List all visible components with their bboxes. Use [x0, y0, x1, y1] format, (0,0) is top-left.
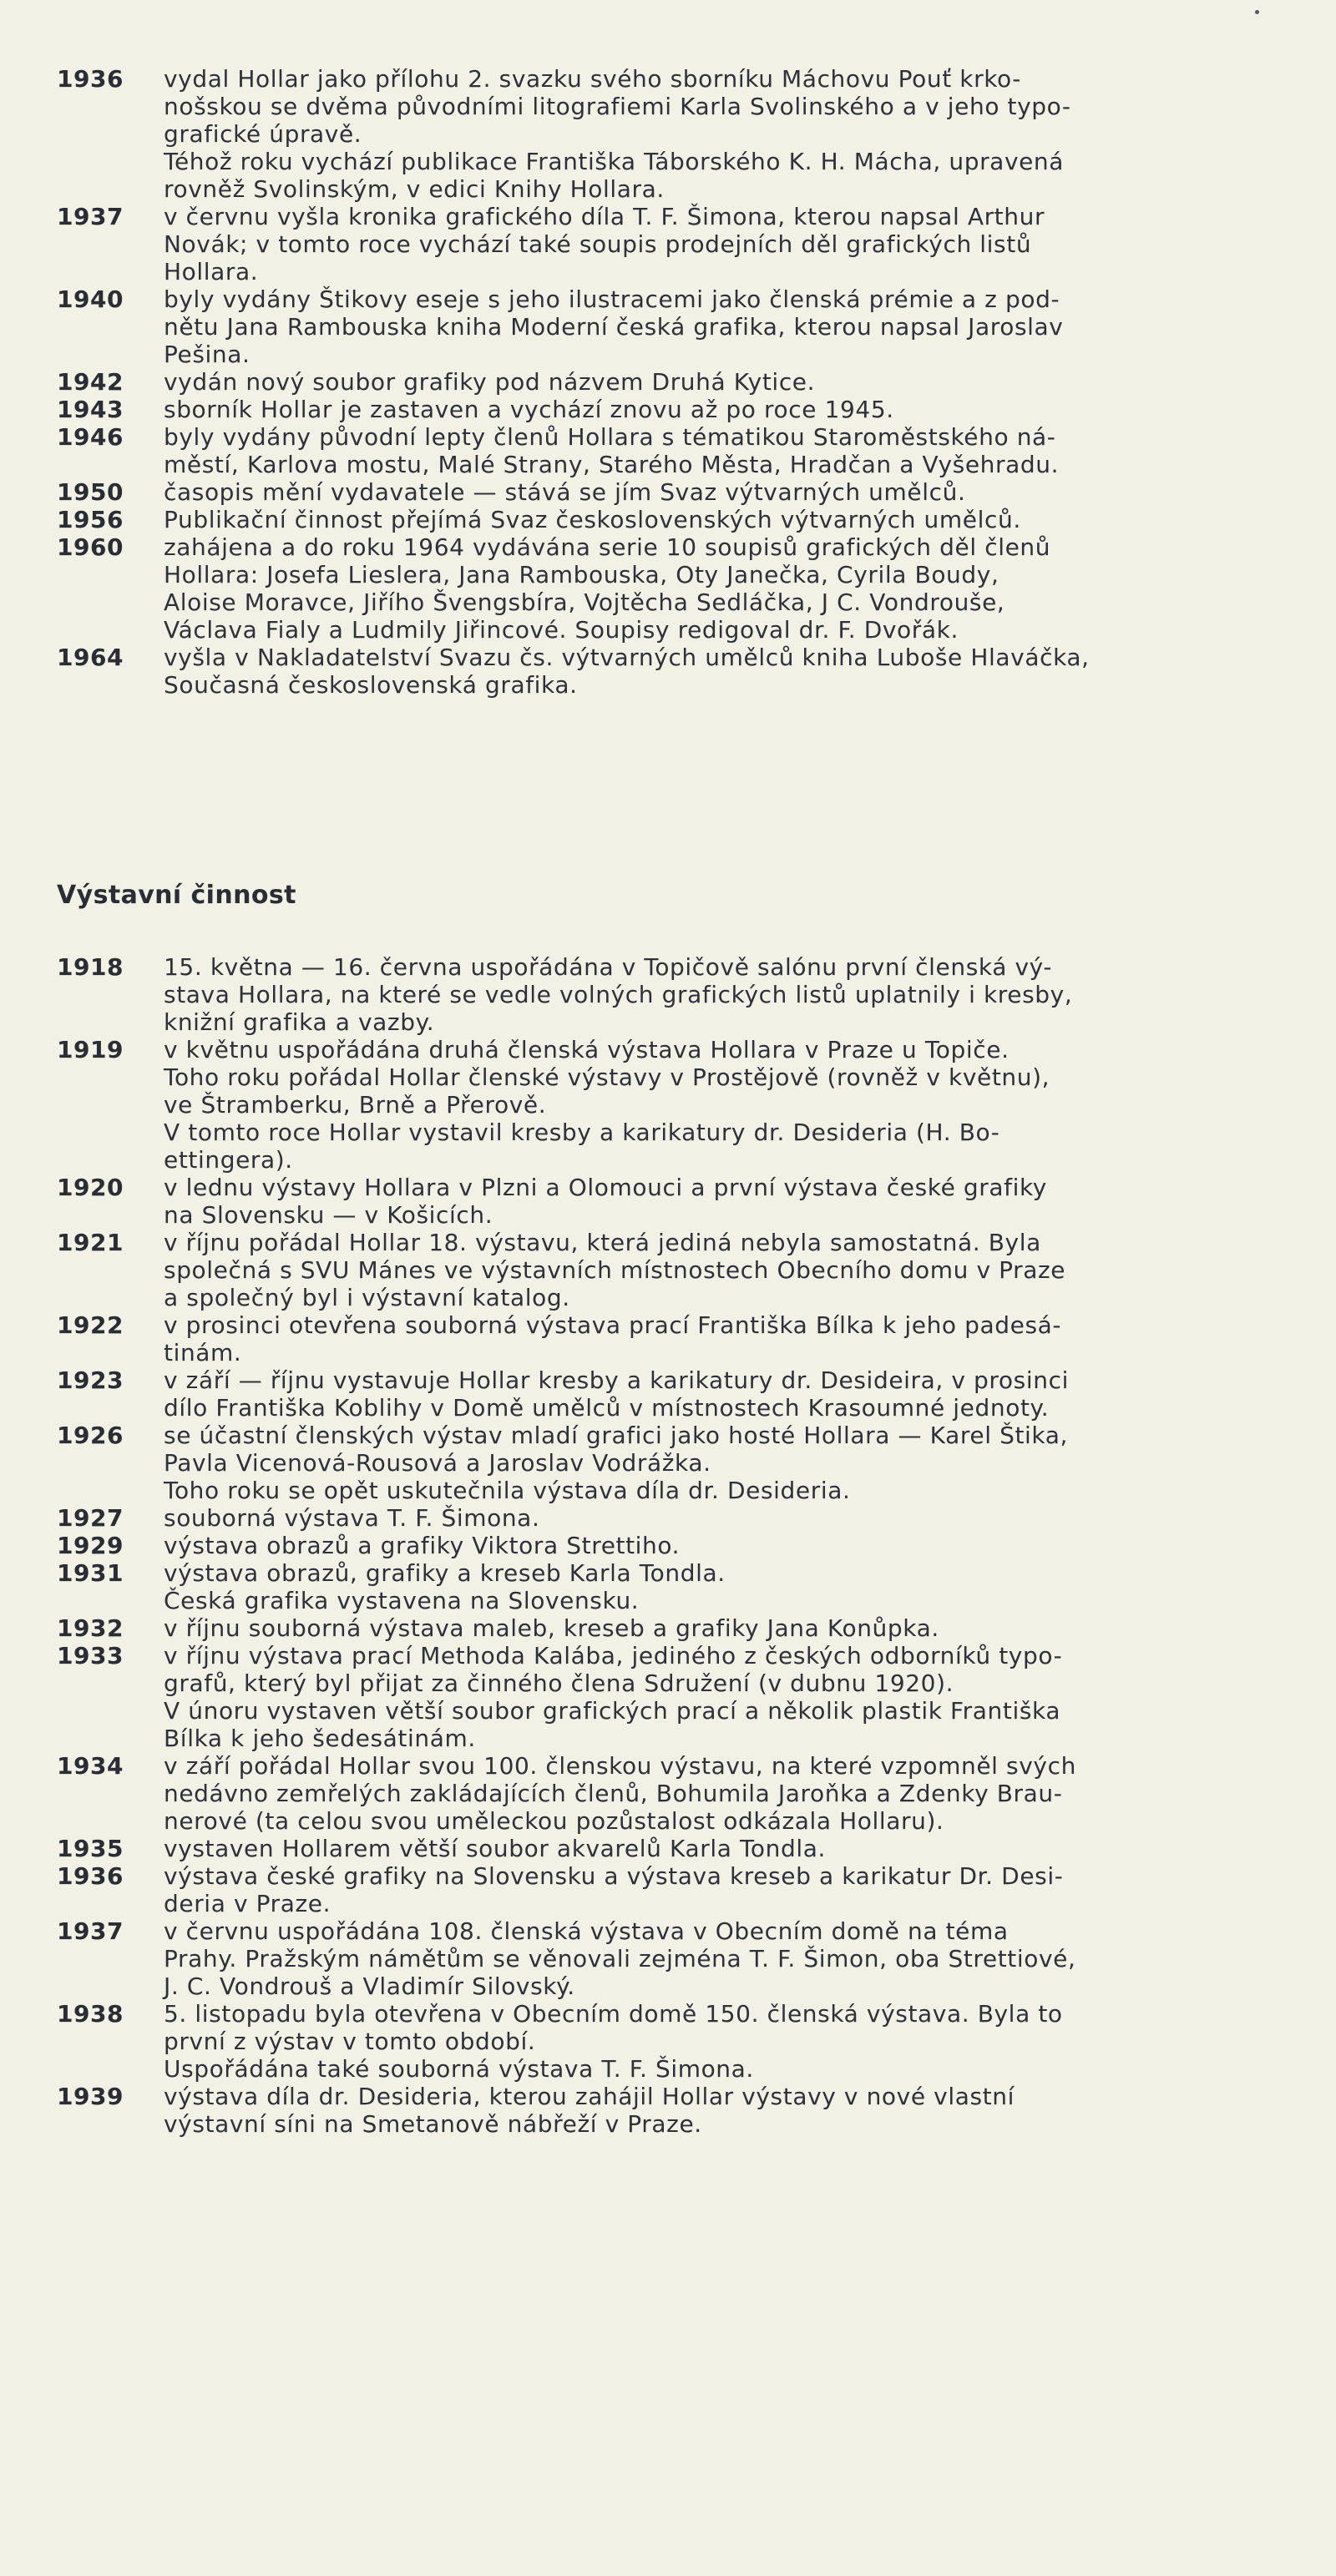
chronology-entry: [57, 1366, 1309, 1422]
chronology-entry: [57, 1229, 1309, 1311]
entry-year: 1932: [57, 1614, 124, 1642]
entry-text-line: Publikační činnost přejímá Svaz československých výtvarných umělců.: [164, 506, 1021, 533]
chronology-entry: [57, 478, 1309, 506]
entry-text-line: v prosinci otevřena souborná výstava prací Františka Bílka k jeho padesá-: [164, 1311, 1062, 1339]
entry-year: 1937: [57, 203, 124, 230]
entry-text-line: Současná československá grafika.: [164, 671, 578, 699]
entry-text-line: Téhož roku vychází publikace Františka Táborského K. H. Mácha, upravená: [164, 148, 1065, 175]
entry-text: [164, 1862, 1309, 1917]
entry-text-line: 5. listopadu byla otevřena v Obecním domě 150. členská výstava. Byla to: [164, 2000, 1063, 2028]
entry-year: 1960: [57, 533, 124, 561]
entry-text-line: vyšla v Nakladatelství Svazu čs. výtvarných umělců kniha Luboše Hlaváčka,: [164, 644, 1090, 671]
entry-year: 1931: [57, 1559, 124, 1587]
entry-text-line: nošskou se dvěma původními litografiemi Karla Svolinského a v jeho typo-: [164, 93, 1071, 120]
chronology-entry: [57, 644, 1309, 699]
entry-text-line: ve Štramberku, Brně a Přerově.: [164, 1091, 547, 1119]
entry-text: [164, 1422, 1309, 1504]
entry-text-line: deria v Praze.: [164, 1890, 331, 1917]
entry-text-line: ettingera).: [164, 1146, 293, 1174]
entry-year: 1929: [57, 1532, 124, 1559]
entry-text-line: Bílka k jeho šedesátinám.: [164, 1725, 476, 1752]
entry-text: [164, 1752, 1309, 1835]
chronology-entry: [57, 203, 1309, 285]
entry-year: 1964: [57, 644, 124, 671]
chronology-entry: [57, 1504, 1309, 1532]
entry-text: [164, 423, 1309, 478]
entry-text-line: rovněž Svolinským, v edici Knihy Hollara.: [164, 175, 665, 203]
entry-text: [164, 1311, 1309, 1366]
entry-text: [164, 203, 1309, 285]
entry-text-line: knižní grafika a vazby.: [164, 1008, 435, 1036]
entry-text: [164, 368, 1309, 396]
entry-text: [164, 1174, 1309, 1229]
entry-text-line: v říjnu souborná výstava maleb, kreseb a grafiky Jana Konůpka.: [164, 1614, 939, 1642]
entry-text-line: výstava obrazů, grafiky a kreseb Karla Tondla.: [164, 1559, 726, 1587]
exhibitions-chronology: [57, 953, 1309, 2138]
chronology-entry: [57, 396, 1309, 423]
entry-text-line: byly vydány původní lepty členů Hollara s tématikou Staroměstského ná-: [164, 423, 1056, 451]
chronology-entry: [57, 285, 1309, 368]
entry-year: 1943: [57, 396, 124, 423]
entry-text-line: výstava obrazů a grafiky Viktora Strettiho.: [164, 1532, 681, 1559]
entry-text-line: J. C. Vondrouš a Vladimír Silovský.: [164, 1972, 575, 2000]
chronology-entry: [57, 1036, 1309, 1174]
entry-text-line: V únoru vystaven větší soubor grafických prací a několik plastik Františka: [164, 1697, 1061, 1725]
entry-text-line: zahájena a do roku 1964 vydávána serie 10 soupisů grafických děl členů: [164, 533, 1051, 561]
chronology-entry: [57, 1614, 1309, 1642]
entry-text-line: v říjnu výstava prací Methoda Kalába, jediného z českých odborníků typo-: [164, 1642, 1063, 1669]
entry-year: 1934: [57, 1752, 124, 1780]
entry-year: 1935: [57, 1835, 124, 1862]
entry-year: 1927: [57, 1504, 124, 1532]
chronology-entry: [57, 423, 1309, 478]
entry-text: [164, 1642, 1309, 1752]
entry-text-line: se účastní členských výstav mladí grafici jako hosté Hollara — Karel Štika,: [164, 1422, 1068, 1449]
entry-text-line: grafů, který byl přijat za činného člena Sdružení (v dubnu 1920).: [164, 1669, 954, 1697]
entry-year: 1939: [57, 2083, 124, 2110]
entry-text: [164, 953, 1309, 1036]
entry-text-line: vydán nový soubor grafiky pod názvem Druhá Kytice.: [164, 368, 816, 396]
entry-year: 1918: [57, 953, 124, 981]
entry-text-line: 15. května — 16. června uspořádána v Topičově salónu první členská vý-: [164, 953, 1053, 981]
entry-text: [164, 506, 1309, 533]
entry-text-line: Hollara.: [164, 258, 259, 285]
chronology-entry: [57, 1835, 1309, 1862]
entry-year: 1923: [57, 1366, 124, 1394]
entry-text-line: Toho roku se opět uskutečnila výstava díla dr. Desideria.: [164, 1477, 851, 1504]
entry-text: [164, 1036, 1309, 1174]
entry-text-line: tinám.: [164, 1339, 242, 1366]
entry-text-line: vystaven Hollarem větší soubor akvarelů Karla Tondla.: [164, 1835, 826, 1862]
entry-text-line: Aloise Moravce, Jiřího Švengsbíra, Vojtěcha Sedláčka, J C. Vondrouše,: [164, 588, 1005, 616]
entry-text-line: výstava české grafiky na Slovensku a výstava kreseb a karikatur Dr. Desi-: [164, 1862, 1064, 1890]
chronology-entry: [57, 533, 1309, 644]
chronology-entry: [57, 1311, 1309, 1366]
entry-text: [164, 2083, 1309, 2138]
entry-year: 1919: [57, 1036, 124, 1063]
entry-text-line: stava Hollara, na které se vedle volných grafických listů uplatnily i kresby,: [164, 981, 1073, 1008]
entry-year: 1940: [57, 285, 124, 313]
chronology-entry: [57, 1642, 1309, 1752]
print-speck: [1255, 10, 1259, 14]
entry-year: 1936: [57, 1862, 124, 1890]
entry-text-line: Václava Fialy a Ludmily Jiřincové. Soupisy redigoval dr. F. Dvořák.: [164, 616, 959, 644]
entry-text: [164, 65, 1309, 203]
entry-text-line: v říjnu pořádal Hollar 18. výstavu, která jediná nebyla samostatná. Byla: [164, 1229, 1041, 1256]
entry-year: 1956: [57, 506, 124, 533]
entry-text-line: Toho roku pořádal Hollar členské výstavy v Prostějově (rovněž v květnu),: [164, 1063, 1050, 1091]
entry-text-line: v červnu vyšla kronika grafického díla T. F. Šimona, kterou napsal Arthur: [164, 203, 1045, 230]
entry-year: 1921: [57, 1229, 124, 1256]
entry-text-line: souborná výstava T. F. Šimona.: [164, 1504, 540, 1532]
entry-text: [164, 533, 1309, 644]
entry-text-line: nerové (ta celou svou uměleckou pozůstalost odkázala Hollaru).: [164, 1807, 944, 1835]
entry-text-line: Novák; v tomto roce vychází také soupis prodejních děl grafických listů: [164, 230, 1032, 258]
entry-text-line: byly vydány Štikovy eseje s jeho ilustracemi jako členská prémie a z pod-: [164, 285, 1060, 313]
entry-text: [164, 2000, 1309, 2083]
entry-text: [164, 478, 1309, 506]
entry-text-line: grafické úpravě.: [164, 120, 362, 148]
chronology-entry: [57, 1862, 1309, 1917]
chronology-entry: [57, 506, 1309, 533]
entry-text: [164, 1917, 1309, 2000]
entry-year: 1937: [57, 1917, 124, 1945]
entry-text-line: v lednu výstavy Hollara v Plzni a Olomouci a první výstava české grafiky: [164, 1174, 1047, 1201]
chronology-entry: [57, 368, 1309, 396]
entry-text: [164, 1366, 1309, 1422]
chronology-entry: [57, 1917, 1309, 2000]
chronology-entry: [57, 1532, 1309, 1559]
section-heading-exhibitions: Výstavní činnost: [57, 881, 296, 910]
entry-text-line: a společný byl i výstavní katalog.: [164, 1284, 570, 1311]
entry-text: [164, 1835, 1309, 1862]
entry-text: [164, 1532, 1309, 1559]
entry-text: [164, 644, 1309, 699]
chronology-entry: [57, 953, 1309, 1036]
publications-chronology: [57, 65, 1309, 699]
chronology-entry: [57, 2083, 1309, 2138]
chronology-entry: [57, 1422, 1309, 1504]
entry-text-line: dílo Františka Koblihy v Domě umělců v místnostech Krasoumné jednoty.: [164, 1394, 1050, 1422]
entry-text-line: Hollara: Josefa Lieslera, Jana Rambouska, Oty Janečka, Cyrila Boudy,: [164, 561, 999, 588]
entry-text-line: městí, Karlova mostu, Malé Strany, Starého Města, Hradčan a Vyšehradu.: [164, 451, 1060, 478]
entry-text-line: nětu Jana Rambouska kniha Moderní česká grafika, kterou napsal Jaroslav: [164, 313, 1064, 341]
entry-text-line: Prahy. Pražským námětům se věnovali zejména T. F. Šimon, oba Strettiové,: [164, 1945, 1076, 1972]
entry-text: [164, 1504, 1309, 1532]
entry-text-line: v červnu uspořádána 108. členská výstava v Obecním domě na téma: [164, 1917, 1009, 1945]
entry-text-line: sborník Hollar je zastaven a vychází znovu až po roce 1945.: [164, 396, 894, 423]
entry-text-line: výstava díla dr. Desideria, kterou zahájil Hollar výstavy v nové vlastní: [164, 2083, 1015, 2110]
entry-year: 1942: [57, 368, 124, 396]
entry-text-line: na Slovensku — v Košicích.: [164, 1201, 493, 1229]
entry-text-line: Česká grafika vystavena na Slovensku.: [164, 1587, 640, 1614]
entry-year: 1922: [57, 1311, 124, 1339]
entry-year: 1936: [57, 65, 124, 93]
entry-year: 1926: [57, 1422, 124, 1449]
entry-text-line: vydal Hollar jako přílohu 2. svazku svého sborníku Máchovu Pouť krko-: [164, 65, 1021, 93]
entry-text: [164, 396, 1309, 423]
entry-text-line: v květnu uspořádána druhá členská výstava Hollara v Praze u Topiče.: [164, 1036, 1010, 1063]
chronology-entry: [57, 1752, 1309, 1835]
entry-text-line: výstavní síni na Smetanově nábřeží v Praze.: [164, 2110, 702, 2138]
chronology-entry: [57, 1559, 1309, 1614]
entry-year: 1938: [57, 2000, 124, 2028]
entry-text-line: v září — říjnu vystavuje Hollar kresby a karikatury dr. Desideira, v prosinci: [164, 1366, 1069, 1394]
entry-year: 1946: [57, 423, 124, 451]
chronology-entry: [57, 2000, 1309, 2083]
entry-text-line: v září pořádal Hollar svou 100. členskou výstavu, na které vzpomněl svých: [164, 1752, 1076, 1780]
entry-text: [164, 1559, 1309, 1614]
entry-year: 1920: [57, 1174, 124, 1201]
entry-year: 1950: [57, 478, 124, 506]
entry-text: [164, 285, 1309, 368]
entry-text: [164, 1614, 1309, 1642]
entry-text-line: Pavla Vicenová-Rousová a Jaroslav Vodrážka.: [164, 1449, 711, 1477]
chronology-entry: [57, 1174, 1309, 1229]
entry-text-line: časopis mění vydavatele — stává se jím Svaz výtvarných umělců.: [164, 478, 966, 506]
entry-text-line: V tomto roce Hollar vystavil kresby a karikatury dr. Desideria (H. Bo-: [164, 1119, 1000, 1146]
entry-text-line: společná s SVU Mánes ve výstavních místnostech Obecního domu v Praze: [164, 1256, 1066, 1284]
entry-text-line: Uspořádána také souborná výstava T. F. Šimona.: [164, 2055, 754, 2083]
entry-text-line: nedávno zemřelých zakládajících členů, Bohumila Jaroňka a Zdenky Brau-: [164, 1780, 1063, 1807]
entry-text-line: Pešina.: [164, 341, 250, 368]
entry-text-line: první z výstav v tomto období.: [164, 2028, 536, 2055]
entry-year: 1933: [57, 1642, 124, 1669]
entry-text: [164, 1229, 1309, 1311]
chronology-entry: [57, 65, 1309, 203]
